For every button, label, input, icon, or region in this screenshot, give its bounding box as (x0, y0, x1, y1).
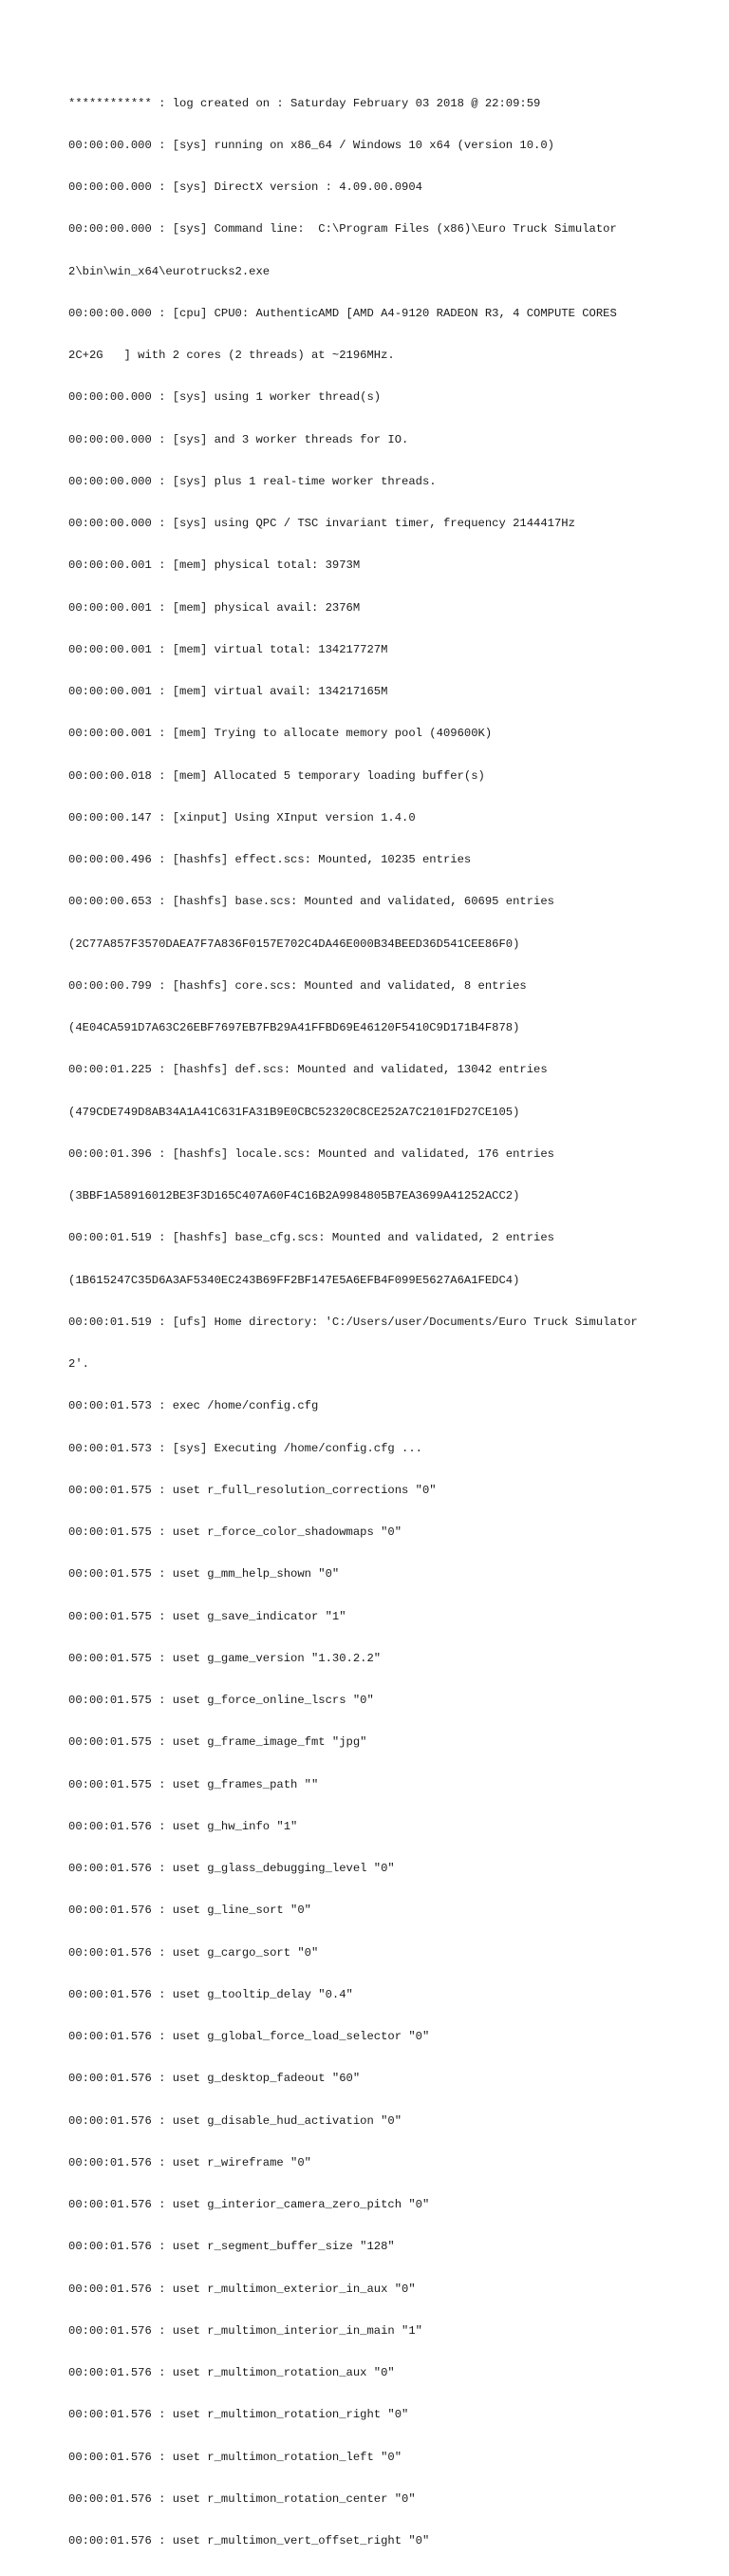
log-line: 00:00:01.575 : uset g_mm_help_shown "0" (68, 1567, 340, 1582)
log-line: 00:00:01.576 : uset r_segment_buffer_size "128" (68, 2240, 395, 2254)
log-line: (1B615247C35D6A3AF5340EC243B69FF2BF147E5A6EFB4F099E5627A6A1FEDC4) (68, 1273, 520, 1287)
log-line: 00:00:00.001 : [mem] physical avail: 2376M (68, 600, 361, 615)
log-line: 00:00:01.575 : uset g_save_indicator "1" (68, 1609, 346, 1623)
log-line: 00:00:01.396 : [hashfs] locale.scs: Mounted and validated, 176 entries (68, 1146, 554, 1161)
log-line: 00:00:00.653 : [hashfs] base.scs: Mounted and validated, 60695 entries (68, 895, 554, 909)
log-line: 00:00:00.000 : [sys] and 3 worker threads for IO. (68, 432, 409, 446)
log-text-body (68, 68, 661, 2576)
log-line: 00:00:00.000 : [sys] running on x86_64 / Windows 10 x64 (version 10.0) (68, 138, 554, 152)
log-line: 00:00:01.576 : uset r_multimon_rotation_right "0" (68, 2408, 409, 2422)
log-line: 00:00:01.576 : uset g_tooltip_delay "0.4" (68, 1987, 353, 2001)
log-line: 00:00:01.576 : uset r_multimon_interior_in_main "1" (68, 2323, 422, 2338)
log-line: ************ : log created on : Saturday February 03 2018 @ 22:09:59 (68, 96, 541, 110)
log-line: 00:00:01.576 : uset g_interior_camera_zero_pitch "0" (68, 2198, 430, 2211)
log-line: 00:00:00.018 : [mem] Allocated 5 temporary loading buffer(s) (68, 768, 485, 783)
log-line: 00:00:00.001 : [mem] virtual avail: 134217165M (68, 685, 388, 698)
log-line: 00:00:00.000 : [sys] DirectX version : 4.09.00.0904 (68, 180, 422, 194)
log-line: (4E04CA591D7A63C26EBF7697EB7FB29A41FFBD69E46120F5410C9D171B4F878) (68, 1021, 520, 1034)
log-line: 00:00:01.225 : [hashfs] def.scs: Mounted and validated, 13042 entries (68, 1063, 548, 1077)
log-line: 00:00:01.576 : uset g_glass_debugging_level "0" (68, 1862, 395, 1875)
log-line: 00:00:00.001 : [mem] virtual total: 134217727M (68, 642, 388, 656)
log-line: 00:00:01.576 : uset g_global_force_load_selector "0" (68, 2030, 430, 2043)
log-line: 00:00:01.576 : uset r_wireframe "0" (68, 2155, 311, 2169)
log-line: 00:00:01.575 : uset g_frame_image_fmt "jpg" (68, 1735, 367, 1750)
log-line: 00:00:01.573 : exec /home/config.cfg (68, 1399, 319, 1413)
log-line: 00:00:01.519 : [hashfs] base_cfg.scs: Mounted and validated, 2 entries (68, 1231, 554, 1245)
log-line: 00:00:01.576 : uset r_multimon_rotation_aux "0" (68, 2366, 395, 2379)
log-line: 00:00:01.575 : uset r_force_color_shadowmaps "0" (68, 1525, 402, 1539)
log-line: 00:00:00.001 : [mem] Trying to allocate memory pool (409600K) (68, 727, 493, 741)
log-line: 00:00:00.001 : [mem] physical total: 3973M (68, 559, 361, 573)
log-line: 00:00:00.799 : [hashfs] core.scs: Mounted and validated, 8 entries (68, 978, 527, 993)
log-line: 00:00:00.000 : [cpu] CPU0: AuthenticAMD [AMD A4-9120 RADEON R3, 4 COMPUTE CORES (68, 306, 617, 320)
log-line: 00:00:01.519 : [ufs] Home directory: 'C:/Users/user/Documents/Euro Truck Simulator (68, 1315, 638, 1329)
log-line: 00:00:01.575 : uset r_full_resolution_corrections "0" (68, 1483, 437, 1497)
log-line: 00:00:01.576 : uset g_cargo_sort "0" (68, 1945, 319, 1960)
log-line: 00:00:00.147 : [xinput] Using XInput version 1.4.0 (68, 810, 416, 824)
log-line: 00:00:01.576 : uset g_line_sort "0" (68, 1904, 311, 1918)
log-line: (479CDE749D8AB34A1A41C631FA31B9E0CBC52320C8CE252A7C2101FD27CE105) (68, 1105, 520, 1119)
log-line: 00:00:01.575 : uset g_frames_path "" (68, 1777, 319, 1791)
log-line: 00:00:01.576 : uset g_disable_hud_activation "0" (68, 2113, 402, 2128)
log-line: 00:00:00.000 : [sys] Command line: C:\Program Files (x86)\Euro Truck Simulator (68, 222, 617, 237)
log-line: 00:00:01.576 : uset r_multimon_rotation_left "0" (68, 2450, 402, 2464)
log-line: 00:00:01.576 : uset r_multimon_vert_offset_right "0" (68, 2534, 430, 2548)
log-line: 2C+2G ] with 2 cores (2 threads) at ~2196MHz. (68, 349, 395, 362)
log-line: 00:00:01.576 : uset r_multimon_rotation_center "0" (68, 2491, 416, 2506)
log-line: 00:00:00.000 : [sys] using 1 worker thread(s) (68, 390, 382, 405)
log-line: 00:00:00.000 : [sys] using QPC / TSC invariant timer, frequency 2144417Hz (68, 517, 575, 530)
log-line: 00:00:01.575 : uset g_force_online_lscrs "0" (68, 1694, 374, 1707)
log-line: 2\bin\win_x64\eurotrucks2.exe (68, 264, 271, 278)
log-line: (2C77A857F3570DAEA7F7A836F0157E702C4DA46E000B34BEED36D541CEE86F0) (68, 937, 520, 951)
log-line: 00:00:01.576 : uset g_hw_info "1" (68, 1819, 298, 1833)
log-line: 00:00:01.576 : uset r_multimon_exterior_in_aux "0" (68, 2282, 416, 2296)
log-line: 00:00:01.575 : uset g_game_version "1.30.2.2" (68, 1651, 382, 1665)
log-line: 00:00:01.576 : uset g_desktop_fadeout "60" (68, 2072, 361, 2086)
log-line: 00:00:00.000 : [sys] plus 1 real-time worker threads. (68, 474, 437, 488)
log-line: 2'. (68, 1357, 89, 1371)
log-line: 00:00:00.496 : [hashfs] effect.scs: Mounted, 10235 entries (68, 853, 472, 866)
log-line: (3BBF1A58916012BE3F3D165C407A60F4C16B2A9984805B7EA3699A41252ACC2) (68, 1189, 520, 1203)
log-line: 00:00:01.573 : [sys] Executing /home/config.cfg ... (68, 1441, 422, 1455)
